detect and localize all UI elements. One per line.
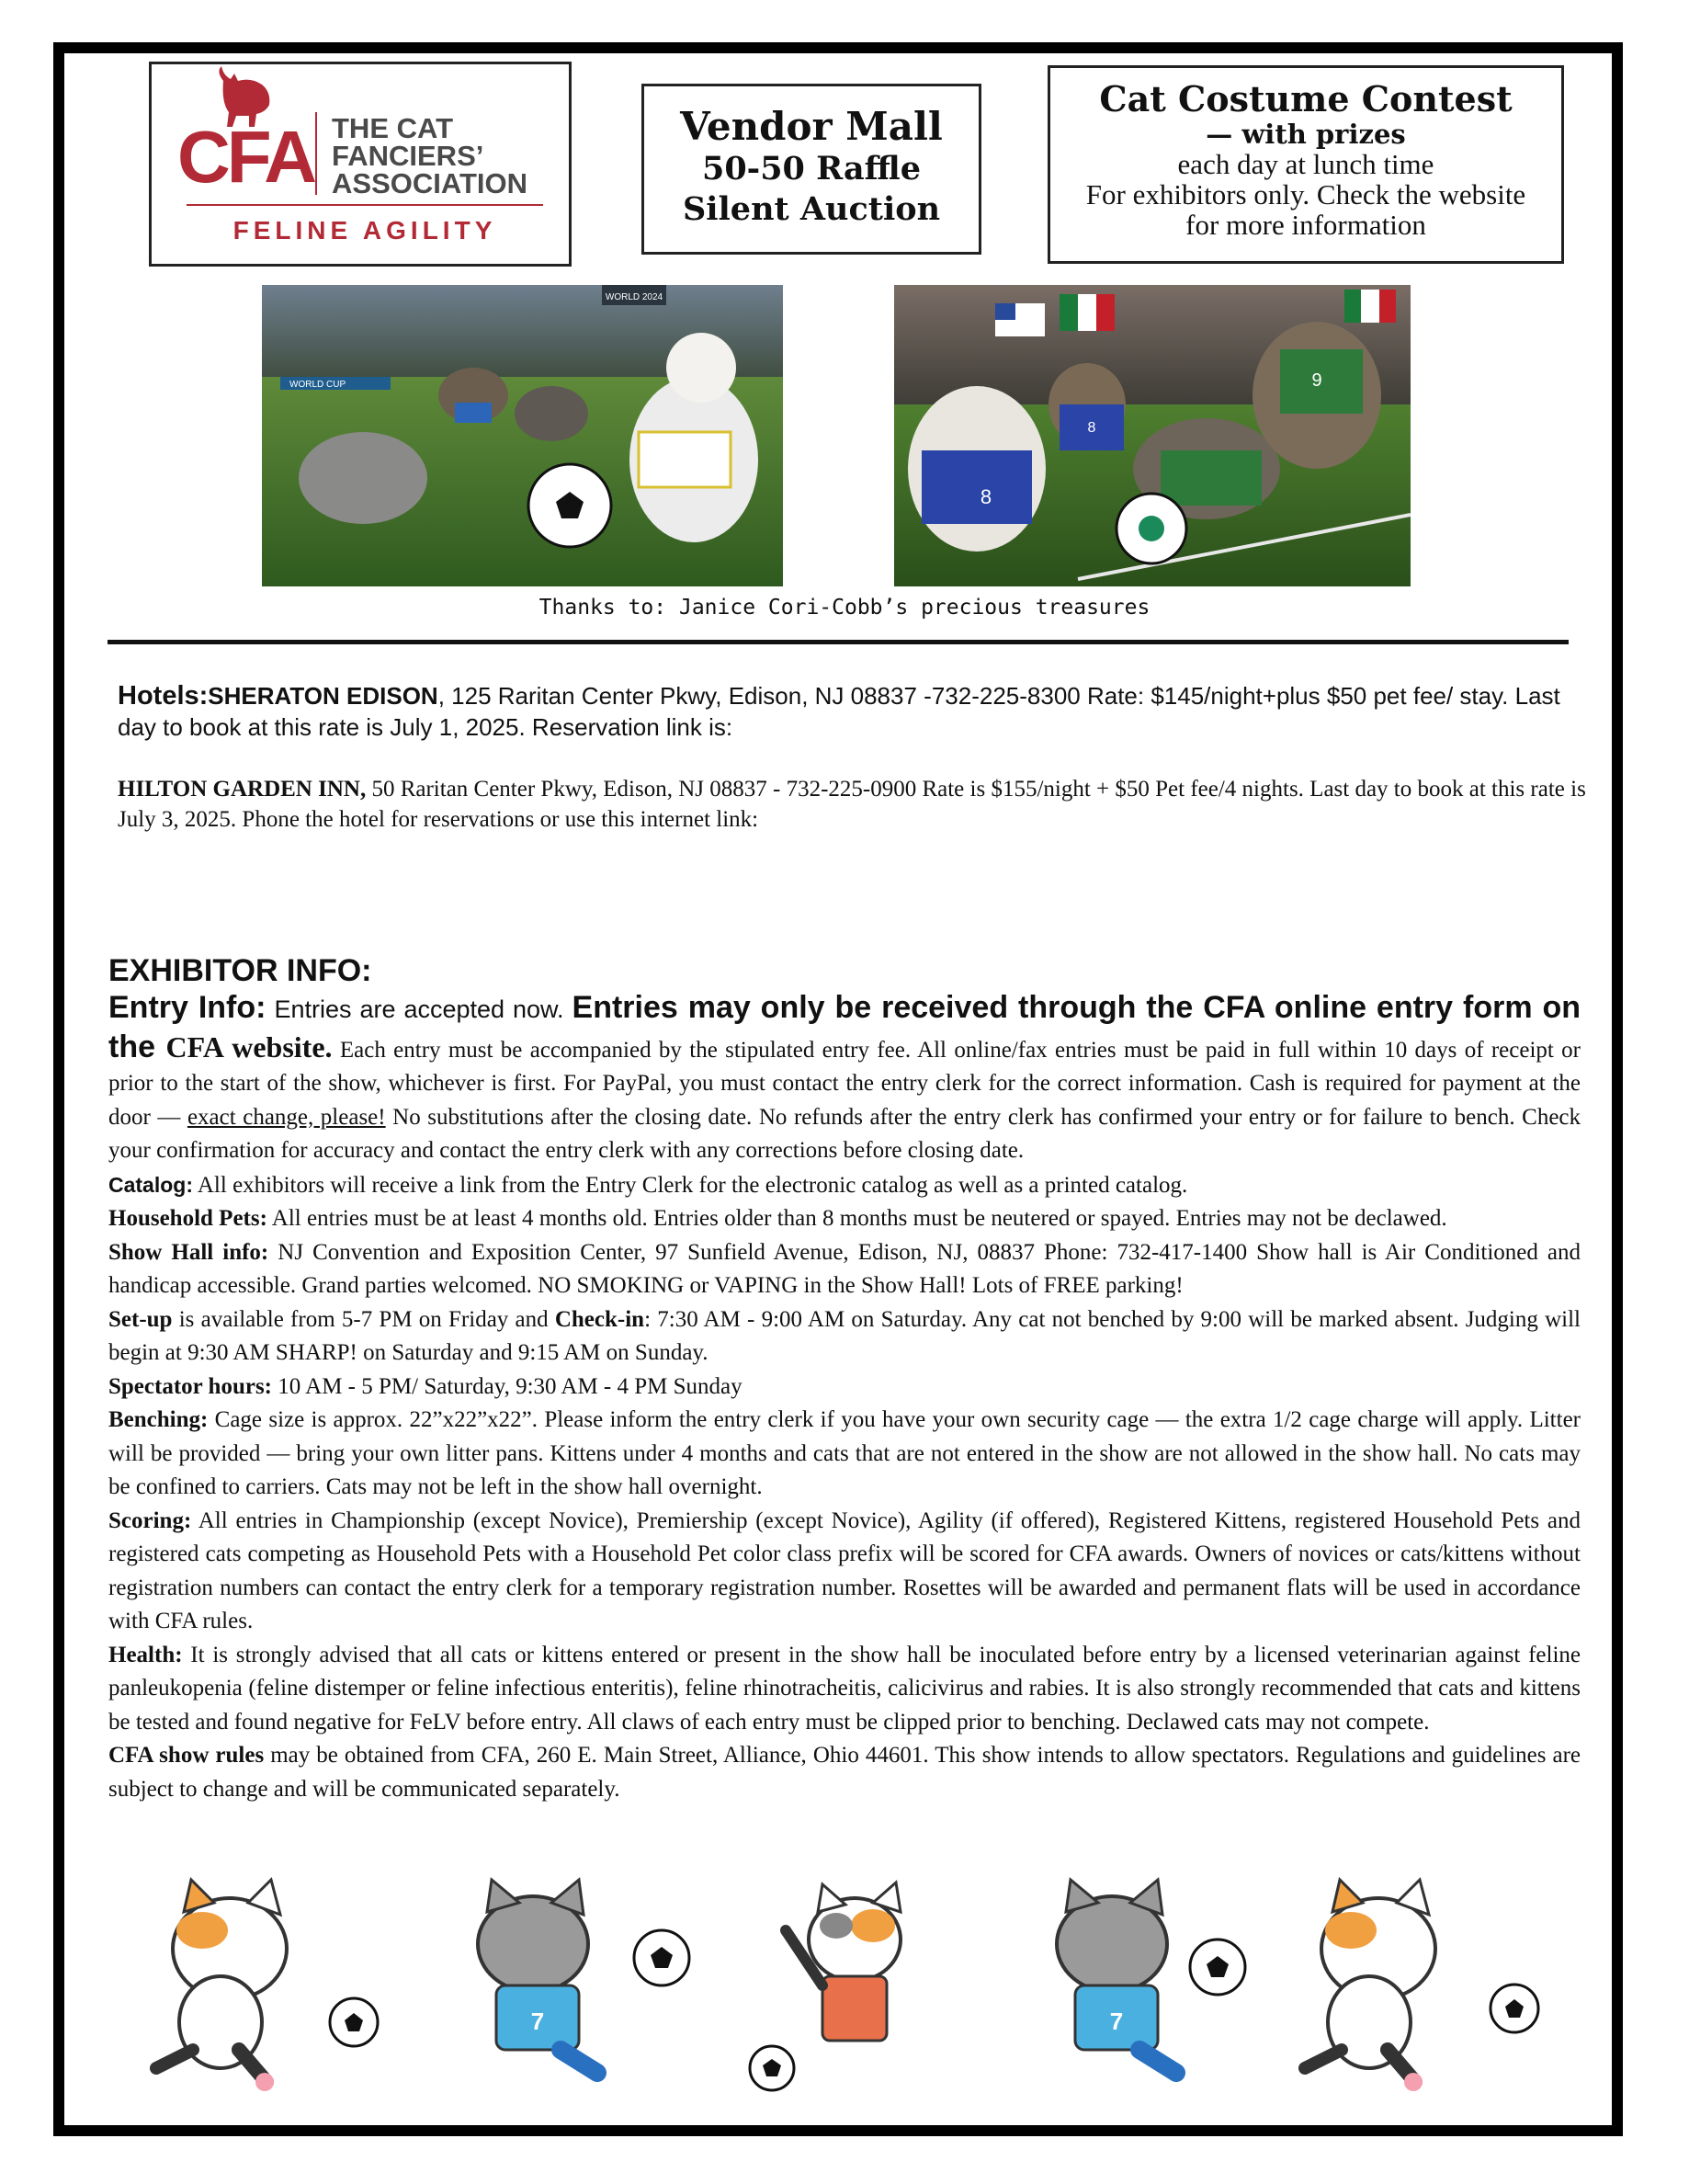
household-pets-paragraph <box>108 1202 1581 1236</box>
show-hall-label: Show Hall info: <box>108 1239 269 1265</box>
worldcup-banner-text: WORLD CUP <box>289 380 346 390</box>
benching-paragraph <box>108 1404 1581 1505</box>
household-pets-label: Household Pets: <box>108 1206 267 1231</box>
entry-info-paragraph <box>108 989 1581 1168</box>
hotel-hilton <box>118 774 1588 835</box>
catalog-paragraph <box>108 1168 1581 1203</box>
scoring-text: All entries in Championship (except Novice), Premiership (except Novice), Agility (if offered), Registered Kittens, registered Household Pets and registered cats competing as Household Pets with a Household Pet color class prefix will be scored for CFA awards. Owners of novices or cats/kittens without registration numbers can contact the entry clerk for a temporary registration number. Rosettes will be awarded and permanent flats will be used in accordance with CFA rules. <box>108 1507 1581 1633</box>
entry-text-2: No substitutions after the closing date. No refunds after the entry clerk has confirmed your entry or for failure to bench. Check your confirmation for accuracy and contact the entry clerk with any corrections before closing date. <box>108 1104 1581 1163</box>
soccer-cats-photo-left <box>262 285 783 586</box>
hotel-sheraton <box>118 680 1588 743</box>
health-paragraph <box>108 1639 1581 1740</box>
cfa-logo-box <box>149 62 572 267</box>
logo-subtitle: FELINE AGILITY <box>232 216 497 245</box>
rules-text: may be obtained from CFA, 260 E. Main Street, Alliance, Ohio 44601. This show intends to allow spectators. Regulations and guidelines are subject to change and will be communicated separately. <box>108 1743 1581 1802</box>
costume-contest-title: Cat Costume Contest <box>1099 78 1513 119</box>
logo-line-3: ASSOCIATION <box>332 167 527 199</box>
entries-accepted-text: Entries are accepted now. <box>266 995 572 1023</box>
sheraton-details: , 125 Raritan Center Pkwy, Edison, NJ 08837 -732-225-8300 Rate: $145/night+plus $50 pet fee/ stay. Last day to book at this rate is July 1, 2025. Reservation link is: <box>118 682 1560 741</box>
gray-cat-soccer-icon <box>441 1875 698 2096</box>
setup-label: Set-up <box>108 1306 173 1332</box>
jersey-number-2: 8 <box>1087 420 1096 436</box>
gray-cat-soccer-icon-2 <box>1020 1875 1277 2096</box>
catalog-text: All exhibitors will receive a link from the Entry Clerk for the electronic catalog as well as a printed catalog. <box>193 1172 1188 1198</box>
benching-text: Cage size is approx. 22”x22”x22”. Please inform the entry clerk if you have your own security cage — the extra 1/2 cage charge will apply. Litter will be provided — bring your own litter pans. Kittens under 4 months and cats that are not entered in the show are not allowed in the show hall. No cats may be confined to carriers. Cats may not be left in the show hall overnight. <box>108 1407 1581 1499</box>
checkin-text: : 7:30 AM - 9:00 AM on Saturday. Any cat not benched by 9:00 will be marked absent. Judging will begin at 9:30 AM SHARP! on Saturday and 9:15 AM on Sunday. <box>108 1306 1581 1365</box>
setup-text: is available from 5-7 PM on Friday and <box>172 1306 555 1332</box>
calico-cat-kicking-icon <box>147 1875 404 2096</box>
spectator-paragraph <box>108 1371 1581 1405</box>
section-divider <box>108 640 1569 644</box>
checkin-label: Check-in <box>554 1306 645 1332</box>
hilton-name: HILTON GARDEN INN, <box>118 777 367 802</box>
vendor-mall-box <box>641 84 981 255</box>
silent-auction-line: Silent Auction <box>682 190 941 228</box>
costume-contest-box <box>1048 65 1564 264</box>
rules-label: CFA show rules <box>108 1743 265 1768</box>
sheraton-name: SHERATON EDISON <box>208 682 438 710</box>
show-hall-text: NJ Convention and Exposition Center, 97 Sunfield Avenue, Edison, NJ, 08837 Phone: 732-417-1400 Show hall is Air Conditioned and handicap accessible. Grand parties welcomed. NO SMOKING or VAPING in the Show Hall! Lots of FREE parking! <box>108 1239 1581 1298</box>
setup-paragraph <box>108 1303 1581 1371</box>
soccer-cat-stickers <box>0 1875 1689 2105</box>
rules-paragraph <box>108 1739 1581 1806</box>
entry-info-label: Entry Info: <box>108 990 266 1025</box>
vendor-mall-title: Vendor Mall <box>680 104 943 149</box>
health-label: Health: <box>108 1642 183 1667</box>
entry-bold-text: Entries may only be received through the CFA online entry form on the <box>108 990 1581 1064</box>
cfa-logo-mark <box>152 64 574 269</box>
scoring-paragraph <box>108 1505 1581 1639</box>
sticker-jersey-number: 7 <box>530 2008 545 2035</box>
photo-credit-caption: Thanks to: Janice Cori-Cobb’s precious treasures <box>538 596 1151 620</box>
hilton-details: 50 Raritan Center Pkwy, Edison, NJ 08837 - 732-225-0900 Rate is $155/night + $50 Pet fee/4 nights. Last day to book at this rate is July 3, 2025. Phone the hotel for reservations or use this internet link: <box>118 777 1586 832</box>
household-pets-text: All entries must be at least 4 months old. Entries older than 8 months must be neutered or spayed. Entries may not be declawed. <box>266 1206 1447 1231</box>
costume-contest-line-3: each day at lunch time <box>1177 148 1434 180</box>
costume-contest-line-5: for more information <box>1185 209 1426 241</box>
sticker-jersey-number-2: 7 <box>1109 2008 1124 2035</box>
raffle-line: 50-50 Raffle <box>701 150 922 188</box>
catalog-label: Catalog: <box>108 1172 193 1197</box>
cfa-website-text: CFA website. <box>165 1029 333 1064</box>
logo-cfa-mark: CFA <box>177 116 313 198</box>
show-hall-paragraph <box>108 1236 1581 1303</box>
costume-contest-line-4: For exhibitors only. Check the website <box>1085 178 1526 210</box>
spectator-text: 10 AM - 5 PM/ Saturday, 9:30 AM - 4 PM Sunday <box>272 1373 742 1399</box>
logo-line-2: FANCIERS’ <box>332 140 484 172</box>
scoring-label: Scoring: <box>108 1507 192 1533</box>
calico-cat-kicking-icon-2 <box>1296 1875 1553 2096</box>
soccer-cats-photo-right <box>894 285 1411 586</box>
jersey-number-1: 8 <box>980 485 992 508</box>
exhibitor-info-section <box>108 952 1581 1806</box>
entry-text-1: Each entry must be accompanied by the stipulated entry fee. All online/fax entries must be paid in full within 10 days of receipt or prior to the start of the show, whichever is first. For PayPal, you must contact the entry clerk for the correct information. Cash is required for payment at the door — <box>108 1037 1581 1130</box>
calico-cat-cheering-icon <box>735 1875 956 2096</box>
spectator-label: Spectator hours: <box>108 1373 273 1399</box>
logo-line-1: THE CAT <box>332 112 454 144</box>
scoreboard-text: WORLD 2024 <box>605 292 663 302</box>
jersey-number-3: 9 <box>1311 370 1322 391</box>
health-text: It is strongly advised that all cats or kittens entered or present in the show hall be inoculated before entry by a licensed veterinarian against feline panleukopenia (feline distemper or feline infectious enteritis), feline rhinotracheitis, calicivirus and rabies. It is also strongly recommended that cats and kittens be tested and found negative for FeLV before entry. All claws of each entry must be clipped prior to benching. Declawed cats may not compete. <box>108 1642 1581 1735</box>
exhibitor-info-heading: EXHIBITOR INFO: <box>108 953 372 988</box>
benching-label: Benching: <box>108 1407 209 1432</box>
costume-contest-subtitle: — with prizes <box>1206 119 1406 150</box>
hotels-label: Hotels: <box>118 681 209 711</box>
exact-change-text: exact change, please! <box>187 1104 386 1130</box>
